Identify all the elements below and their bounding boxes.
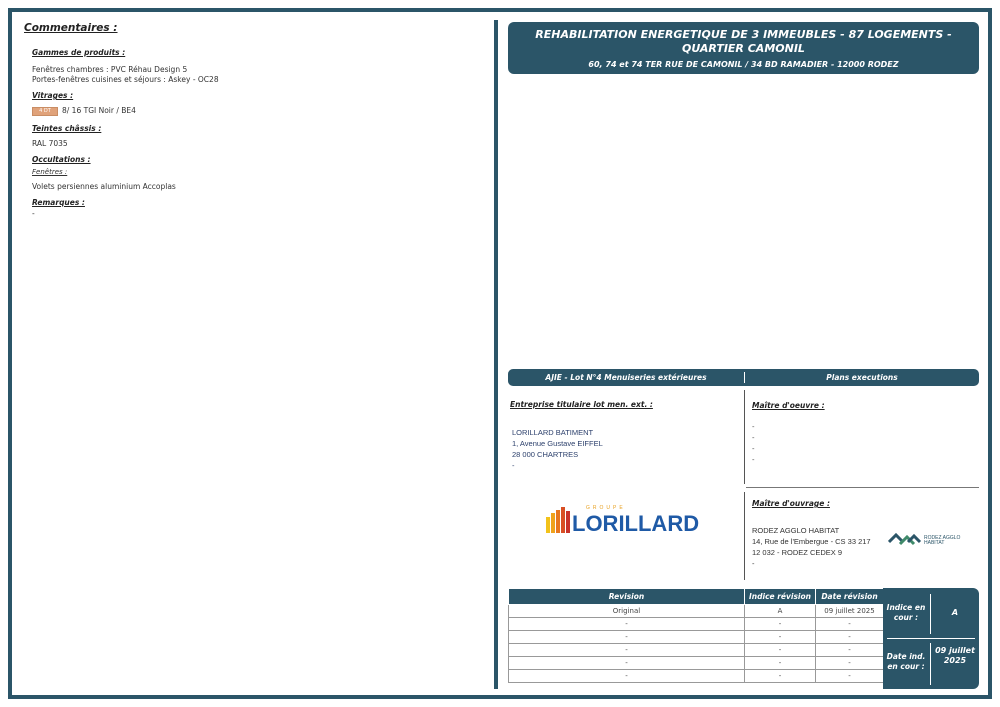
table-cell: -: [816, 631, 884, 644]
table-cell: -: [745, 657, 816, 670]
rodez-agglo-logo: [888, 530, 968, 550]
table-cell: -: [745, 644, 816, 657]
column-divider: [494, 20, 498, 689]
table-cell: A: [745, 605, 816, 618]
project-title-line1: REHABILITATION ENERGETIQUE DE 3 IMMEUBLES - 87 LOGEMENTS -: [535, 28, 952, 41]
vitrage-value: 8/ 16 TGI Noir / BE4: [62, 106, 136, 115]
address-line: 28 000 CHARTRES: [512, 450, 579, 459]
gammes-title: Gammes de produits :: [32, 48, 126, 57]
maitre-oeuvre-lines: [752, 422, 755, 466]
project-banner: [508, 22, 979, 74]
table-cell: -: [509, 670, 745, 683]
date-revision-header: Date révision: [816, 589, 884, 605]
mo-line: -: [752, 456, 755, 464]
vitrage-badge: 4 DT: [32, 107, 58, 116]
gammes-line: Portes-fenêtres cuisines et séjours : Askey - OC28: [32, 75, 219, 84]
indice-revision-header: Indice révision: [745, 589, 816, 605]
table-cell: -: [816, 657, 884, 670]
table-row: [509, 657, 884, 670]
lot-label: AJIE - Lot N°4 Menuiseries extérieures: [545, 373, 707, 382]
lorillard-logo: [546, 505, 700, 536]
table-cell: -: [509, 631, 745, 644]
date-ind-value: 09 juillet 2025: [935, 646, 975, 665]
teintes-value: RAL 7035: [32, 139, 68, 148]
table-cell: 09 juillet 2025: [816, 605, 884, 618]
mo-line: -: [752, 445, 755, 453]
indice-horizontal-separator: [887, 638, 975, 639]
block-vertical-divider: [744, 492, 745, 580]
table-cell: Original: [509, 605, 745, 618]
address-line: -: [512, 461, 515, 470]
address-line: RODEZ AGGLO HABITAT: [752, 526, 840, 535]
table-row: [509, 670, 884, 683]
lorillard-wordmark: LORILLARD: [572, 511, 700, 536]
mo-line: -: [752, 434, 755, 442]
rodez-agglo-roofs-icon: [888, 530, 922, 550]
address-line: 12 032 - RODEZ CEDEX 9: [752, 548, 843, 557]
block-horizontal-divider: [746, 487, 979, 488]
address-line: LORILLARD BATIMENT: [512, 428, 594, 437]
rodez-agglo-logo-text: [924, 536, 960, 546]
address-line: -: [752, 559, 755, 568]
maitre-ouvrage-address: [752, 525, 871, 569]
comments-title: Commentaires :: [24, 22, 118, 34]
comments-panel: [24, 22, 484, 219]
indice-separator: [930, 643, 931, 685]
table-cell: -: [509, 644, 745, 657]
entreprise-heading: Entreprise titulaire lot men. ext. :: [510, 400, 653, 409]
entreprise-address: [512, 427, 603, 471]
lorillard-bars-icon: [546, 507, 571, 533]
table-cell: -: [745, 631, 816, 644]
maitre-ouvrage-heading: Maître d'ouvrage :: [752, 499, 830, 508]
mo-line: -: [752, 423, 755, 431]
table-cell: -: [509, 618, 745, 631]
indice-separator: [930, 594, 931, 634]
table-row: [509, 631, 884, 644]
occultations-value: Volets persiennes aluminium Accoplas: [32, 182, 176, 191]
date-ind-label: Date ind. en cour :: [886, 652, 926, 671]
phase-label: Plans executions: [826, 373, 898, 382]
address-line: 14, Rue de l'Embergue - CS 33 217: [752, 537, 871, 546]
address-line: 1, Avenue Gustave EIFFEL: [512, 439, 603, 448]
logo-text-line: RODEZ AGGLO: [924, 535, 961, 541]
indice-en-cour-label: Indice en cour :: [886, 603, 926, 622]
maitre-oeuvre-heading: Maître d'oeuvre :: [752, 401, 825, 410]
fenetres-subtitle: Fenêtres :: [32, 168, 68, 176]
table-cell: -: [816, 670, 884, 683]
indice-en-cour-value: A: [951, 608, 959, 617]
indice-box: [883, 588, 979, 689]
project-address: 60, 74 et 74 TER RUE DE CAMONIL / 34 BD RAMADIER - 12000 RODEZ: [588, 60, 899, 69]
table-cell: -: [745, 618, 816, 631]
table-row: [509, 618, 884, 631]
revision-table: [508, 588, 884, 683]
vitrage-row: [32, 106, 484, 116]
table-cell: -: [816, 644, 884, 657]
block-vertical-divider: [744, 390, 745, 484]
teintes-title: Teintes châssis :: [32, 124, 102, 133]
gammes-line: Fenêtres chambres : PVC Réhau Design 5: [32, 65, 188, 74]
table-row: [509, 605, 884, 618]
lorillard-groupe-text: GROUPE: [586, 505, 626, 511]
remarques-title: Remarques :: [32, 198, 85, 207]
project-title-line2: QUARTIER CAMONIL: [682, 42, 805, 55]
lot-bar: [508, 369, 979, 386]
table-cell: -: [745, 670, 816, 683]
table-cell: -: [509, 657, 745, 670]
logo-text-line: HABITAT: [924, 540, 945, 546]
vitrages-title: Vitrages :: [32, 91, 74, 100]
remarques-value: -: [32, 209, 35, 218]
revision-header: Revision: [509, 589, 745, 605]
table-row: [509, 644, 884, 657]
table-cell: -: [816, 618, 884, 631]
occultations-title: Occultations :: [32, 155, 91, 164]
